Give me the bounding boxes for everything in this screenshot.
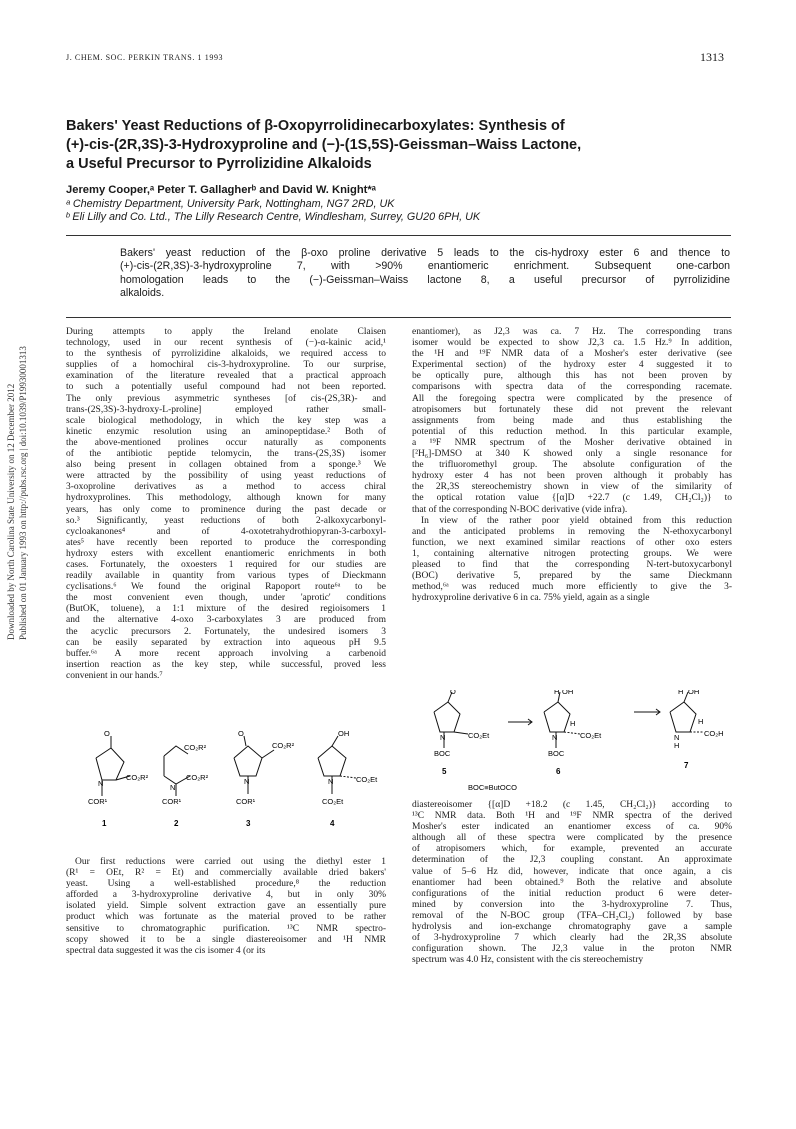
affiliation-a: ᵃ Chemistry Department, University Park, Nottingham, NG7 2RD, UK bbox=[66, 198, 395, 210]
text-line: to such a potentially useful compound had not been reported. bbox=[66, 382, 386, 393]
article-title bbox=[66, 117, 726, 174]
compound-number: 2 bbox=[174, 819, 179, 828]
text-line: cyclisations.⁶ We found the original Rapoport route⁶ᵃ to be bbox=[66, 582, 386, 593]
struct-label: N bbox=[328, 777, 334, 786]
compound-number: 5 bbox=[442, 767, 447, 776]
abstract-line: homologation leads to the (−)-Geissman–Waiss lactone 8, a useful precursor of pyrrolizidine bbox=[120, 273, 730, 286]
title-line: (+)-cis-(2R,3S)-3-Hydroxyproline and (−)-(1S,5S)-Geissman–Waiss Lactone, bbox=[66, 137, 582, 153]
text-line: cases. Fortunately, the oxoesters 1 required for our studies are bbox=[66, 559, 386, 570]
text-line: to the synthesis of pyrrolizidine alkaloids, we required access to bbox=[66, 349, 386, 360]
compound-number: 1 bbox=[102, 819, 107, 828]
text-line: the above-mentioned prolines occur naturally as components bbox=[66, 437, 386, 448]
text-line: the trifluoromethyl group. The absolute configuration of the bbox=[412, 460, 732, 471]
text-line: years, has only come to prominence during the past decade or bbox=[66, 504, 386, 515]
text-line: In view of the rather poor yield obtained from this reduction bbox=[421, 515, 732, 526]
journal-header: J. CHEM. SOC. PERKIN TRANS. 1 1993 bbox=[66, 53, 224, 62]
text-line: 1, containing alternative nitrogen protecting groups. We were bbox=[412, 548, 732, 559]
text-line: pleased to find that the corresponding N-tert-butoxycarbonyl bbox=[412, 559, 732, 570]
text-line: (ButOK, toluene), a 1:1 mixture of the desired regioisomers 1 bbox=[66, 604, 386, 615]
text-line: sensitive to chromatographic purification. ¹³C NMR spectro- bbox=[66, 923, 386, 934]
sidebar-downloaded-note: Downloaded by North Carolina State University on 12 December 2012 bbox=[6, 383, 16, 640]
struct-label: BOC bbox=[434, 749, 451, 758]
scheme-compounds-1-4 bbox=[66, 728, 396, 838]
text-line: supplies of a homochiral cis-3-hydroxyproline. To our surprise, bbox=[66, 360, 386, 371]
text-line: enantiomer), as J2,3 was ca. 7 Hz. The corresponding trans bbox=[412, 327, 732, 337]
abstract-line: alkaloids. bbox=[120, 286, 165, 299]
abstract-line: Bakers' yeast reduction of the β-oxo proline derivative 5 leads to the cis-hydroxy ester 6 and thence to bbox=[120, 247, 730, 259]
struct-label: H bbox=[698, 717, 704, 726]
text-line: Mosher's ester indicated an enantiomer excess of ca. 90% bbox=[412, 822, 732, 833]
text-line: configurations of the initial reduction product 6 were deter- bbox=[412, 888, 732, 899]
compound-number: 7 bbox=[684, 761, 689, 770]
text-line: kinetic enzymic resolution using an aminopeptidase.² Both of bbox=[66, 426, 386, 437]
struct-label: CO₂Et bbox=[356, 775, 378, 784]
abstract bbox=[120, 247, 730, 300]
text-line: Experimental section) of the hydroxy ester 4 suggested it to bbox=[412, 360, 732, 371]
boc-definition: BOC≡ButOCO bbox=[468, 783, 517, 792]
struct-label: BOC bbox=[548, 749, 565, 758]
struct-label: OH bbox=[338, 729, 350, 738]
text-line: hydroxyproline derivative 6 in ca. 75% yield, again as a single bbox=[412, 593, 650, 604]
struct-label: OH bbox=[688, 690, 700, 696]
text-line: The only previous asymmetric syntheses [of cis-(2S,3R)- and bbox=[66, 393, 386, 404]
struct-label: CO₂R² bbox=[184, 743, 207, 752]
struct-label: O bbox=[104, 729, 110, 738]
text-line: buffer.⁶ᵃ A more recent approach involving a carbenoid bbox=[66, 648, 386, 659]
struct-label: H bbox=[570, 719, 576, 728]
text-line: hydroxy ester 4 has not been proven although it probably has bbox=[412, 471, 732, 482]
struct-label: N bbox=[674, 733, 680, 742]
struct-label: O bbox=[450, 690, 456, 696]
text-line: (BOC) derivative 5, prepared by the same Dieckmann bbox=[412, 571, 732, 582]
text-line: and the alternative 4-oxo 3-carboxylates 3 are produced from bbox=[66, 615, 386, 626]
text-line: function, we next examined similar reactions of other oxo esters bbox=[412, 537, 732, 548]
text-line: spectrum was 4.0 Hz, consistent with the cis stereochemistry bbox=[412, 955, 644, 966]
text-line: of 3-hydroxyproline 7 which clearly had the 2R,3S absolute bbox=[412, 933, 732, 944]
struct-label: COR¹ bbox=[236, 797, 256, 806]
text-line: the acyclic precursors 2. Fortunately, the undesired isomers 3 bbox=[66, 626, 386, 637]
title-line: Bakers' Yeast Reductions of β-Oxopyrrolidinecarboxylates: Synthesis of bbox=[66, 118, 565, 134]
text-line: spectral data suggested it was the cis isomer 4 (or its bbox=[66, 945, 266, 956]
divider bbox=[66, 317, 731, 318]
text-line: enantiomer had been obtained.⁹ Both the relative and absolute bbox=[412, 877, 732, 888]
text-line: configuration shown. The J2,3 value in the proton NMR bbox=[412, 944, 732, 955]
struct-label: H bbox=[554, 690, 560, 696]
struct-label: CO₂H bbox=[704, 729, 724, 738]
abstract-line: (+)-cis-(2R,3S)-3-hydroxyproline 7, with >90% enantiomeric enrichment. Subsequent one-carbon bbox=[120, 260, 730, 273]
text-line: be optically pure, although this has not been proven by bbox=[412, 371, 732, 382]
text-line: yeast. Using a well-established procedure,⁸ the reduction bbox=[66, 879, 386, 890]
text-line: of atropisomers which, for example, prevented an accurate bbox=[412, 844, 732, 855]
struct-label: CO₂R² bbox=[186, 773, 209, 782]
struct-label: CO₂Et bbox=[468, 731, 490, 740]
text-line: afforded a 3-hydroxyproline derivative 4, but in only 30% bbox=[66, 890, 386, 901]
text-line: that of the corresponding N-BOC derivative (vide infra). bbox=[412, 504, 628, 515]
title-line: a Useful Precursor to Pyrrolizidine Alkaloids bbox=[66, 156, 372, 172]
text-line: diastereoisomer {[α]D +18.2 (c 1.45, CH₂Cl₂)} according to bbox=[412, 800, 732, 810]
text-line: cycloakanones⁴ and of 4-oxotetrahydrothiopyran-3-carboxyl- bbox=[66, 526, 386, 537]
text-line: (R¹ = OEt, R² = Et) and commercially available dried bakers' bbox=[66, 868, 386, 879]
text-line: product which was fortunate as the material proved to be rather bbox=[66, 912, 386, 923]
text-line: isolated yield. Simple solvent extraction gave an essentially pure bbox=[66, 901, 386, 912]
text-line: can be easily separated by extraction into aqueous pH 9.5 bbox=[66, 637, 386, 648]
text-line: 3-oxoproline derivatives as a method to access chiral bbox=[66, 482, 386, 493]
text-line: ates⁵ have recently been reported to produce the corresponding bbox=[66, 537, 386, 548]
sidebar-published-note: Published on 01 January 1993 on http://pubs.rsc.org | doi:10.1039/P19930001313 bbox=[18, 346, 28, 640]
left-column-text-continued bbox=[66, 857, 386, 957]
text-line: ¹³C NMR data. Both ¹H and ¹⁹F NMR spectra of the derived bbox=[412, 811, 732, 822]
text-line: convenient in our hands.⁷ bbox=[66, 670, 163, 681]
text-line: hydroxy esters with excellent enantiomeric enrichments in both bbox=[66, 548, 386, 559]
text-line: All the foregoing spectra were complicated by the presence of bbox=[412, 393, 732, 404]
text-line: the ¹H and ¹⁹F NMR data of a Mosher's ester derivative (see bbox=[412, 349, 732, 360]
text-line: and the anticipated problems in removing the N-ethoxycarbonyl bbox=[412, 526, 732, 537]
text-line: of the antibiotic peptide telomycin, the trans-(2S,3S) isomer bbox=[66, 449, 386, 460]
text-line: scopy showed it to be a single diastereoisomer and ¹H NMR bbox=[66, 934, 386, 945]
struct-label: COR¹ bbox=[162, 797, 182, 806]
text-line: were attracted by the possibility of using yeast reductions of bbox=[66, 471, 386, 482]
text-line: so.³ Significantly, yeast reductions of both 2-alkoxycarbonyl- bbox=[66, 515, 386, 526]
compound-number: 4 bbox=[330, 819, 335, 828]
struct-label: H bbox=[678, 690, 684, 696]
text-line: the most convenient even though, under 'aprotic' conditions bbox=[66, 593, 386, 604]
affiliation-b: ᵇ Eli Lilly and Co. Ltd., The Lilly Research Centre, Windlesham, Surrey, GU20 6PH, UK bbox=[66, 211, 481, 223]
struct-label: N bbox=[170, 783, 176, 792]
struct-label: CO₂Et bbox=[580, 731, 602, 740]
text-line: potential of this reduction method. In this particular example, bbox=[412, 426, 732, 437]
struct-label: CO₂R² bbox=[272, 741, 295, 750]
struct-label: N bbox=[440, 733, 446, 742]
text-line: [²H₆]-DMSO at 340 K showed only a single resonance for bbox=[412, 449, 732, 460]
text-line: hydrolysis and ion-exchange chromatography gave a sample bbox=[412, 922, 732, 933]
text-line: hydroxyprolines. This methodology, although known for many bbox=[66, 493, 386, 504]
text-line: assignments from being made and thus establishing the bbox=[412, 415, 732, 426]
right-column-text-continued bbox=[412, 800, 732, 966]
struct-label: OH bbox=[562, 690, 574, 696]
text-line: although all of these spectra were complicated by the presence bbox=[412, 833, 732, 844]
text-line: comparisons with spectra data of the corresponding racemate. bbox=[412, 382, 732, 393]
text-line: scale biological methodology, in which the key step was a bbox=[66, 415, 386, 426]
text-line: trans-(2S,3S)-3-hydroxy-L-proline] employed rather small- bbox=[66, 404, 386, 415]
struct-label: N bbox=[244, 777, 250, 786]
author-list: Jeremy Cooper,ᵃ Peter T. Gallagherᵇ and David W. Knight*ᵃ bbox=[66, 184, 376, 196]
text-line: the optical rotation value {[α]D +22.7 (c 1.49, CH₂Cl₂)} to bbox=[412, 493, 732, 504]
compound-number: 3 bbox=[246, 819, 251, 828]
text-line: readily available in quantity from various types of Dieckmann bbox=[66, 571, 386, 582]
divider bbox=[66, 235, 731, 236]
text-line: isomer would be expected to show J2,3 ca. 1.5 Hz.⁹ In addition, bbox=[412, 338, 732, 349]
struct-label: H bbox=[674, 741, 680, 750]
text-line: also being present in collagen obtained from a sponge.³ We bbox=[66, 460, 386, 471]
text-line: Our first reductions were carried out using the diethyl ester 1 bbox=[75, 857, 386, 867]
struct-label: COR¹ bbox=[88, 797, 108, 806]
page-number: 1313 bbox=[700, 50, 724, 64]
struct-label: N bbox=[98, 779, 104, 788]
text-line: the 2R,3S stereochemistry shown in view of the similarity of bbox=[412, 482, 732, 493]
struct-label: CO₂R² bbox=[126, 773, 149, 782]
scheme-compounds-5-7 bbox=[412, 690, 732, 795]
text-line: mined by conversion into the 3-hydroxyproline 7. Thus, bbox=[412, 899, 732, 910]
right-column-text bbox=[412, 327, 732, 604]
text-line: insertion reaction as the key step, while successful, proved less bbox=[66, 659, 386, 670]
struct-label: N bbox=[552, 733, 558, 742]
struct-label: O bbox=[238, 729, 244, 738]
text-line: method,⁶ᵃ was reduced much more efficiently to give the 3- bbox=[412, 582, 732, 593]
text-line: atropisomers but fortunately these did not prevent the relevant bbox=[412, 404, 732, 415]
compound-number: 6 bbox=[556, 767, 561, 776]
left-column-text bbox=[66, 327, 386, 682]
text-line: technology, used in our recent synthesis of (−)-α-kainic acid,¹ bbox=[66, 338, 386, 349]
text-line: determination of the J2,3 coupling constant. An approximate bbox=[412, 855, 732, 866]
text-line: a ¹⁹F NMR spectrum of the Mosher derivative obtained in bbox=[412, 437, 732, 448]
text-line: removal of the N-BOC group (TFA–CH₂Cl₂) followed by base bbox=[412, 910, 732, 921]
text-line: value of 5–6 Hz did, however, indicate that once again, a cis bbox=[412, 866, 732, 877]
text-line: examination of the literature revealed that a practical approach bbox=[66, 371, 386, 382]
struct-label: CO₂Et bbox=[322, 797, 344, 806]
text-line: During attempts to apply the Ireland enolate Claisen bbox=[66, 327, 386, 337]
